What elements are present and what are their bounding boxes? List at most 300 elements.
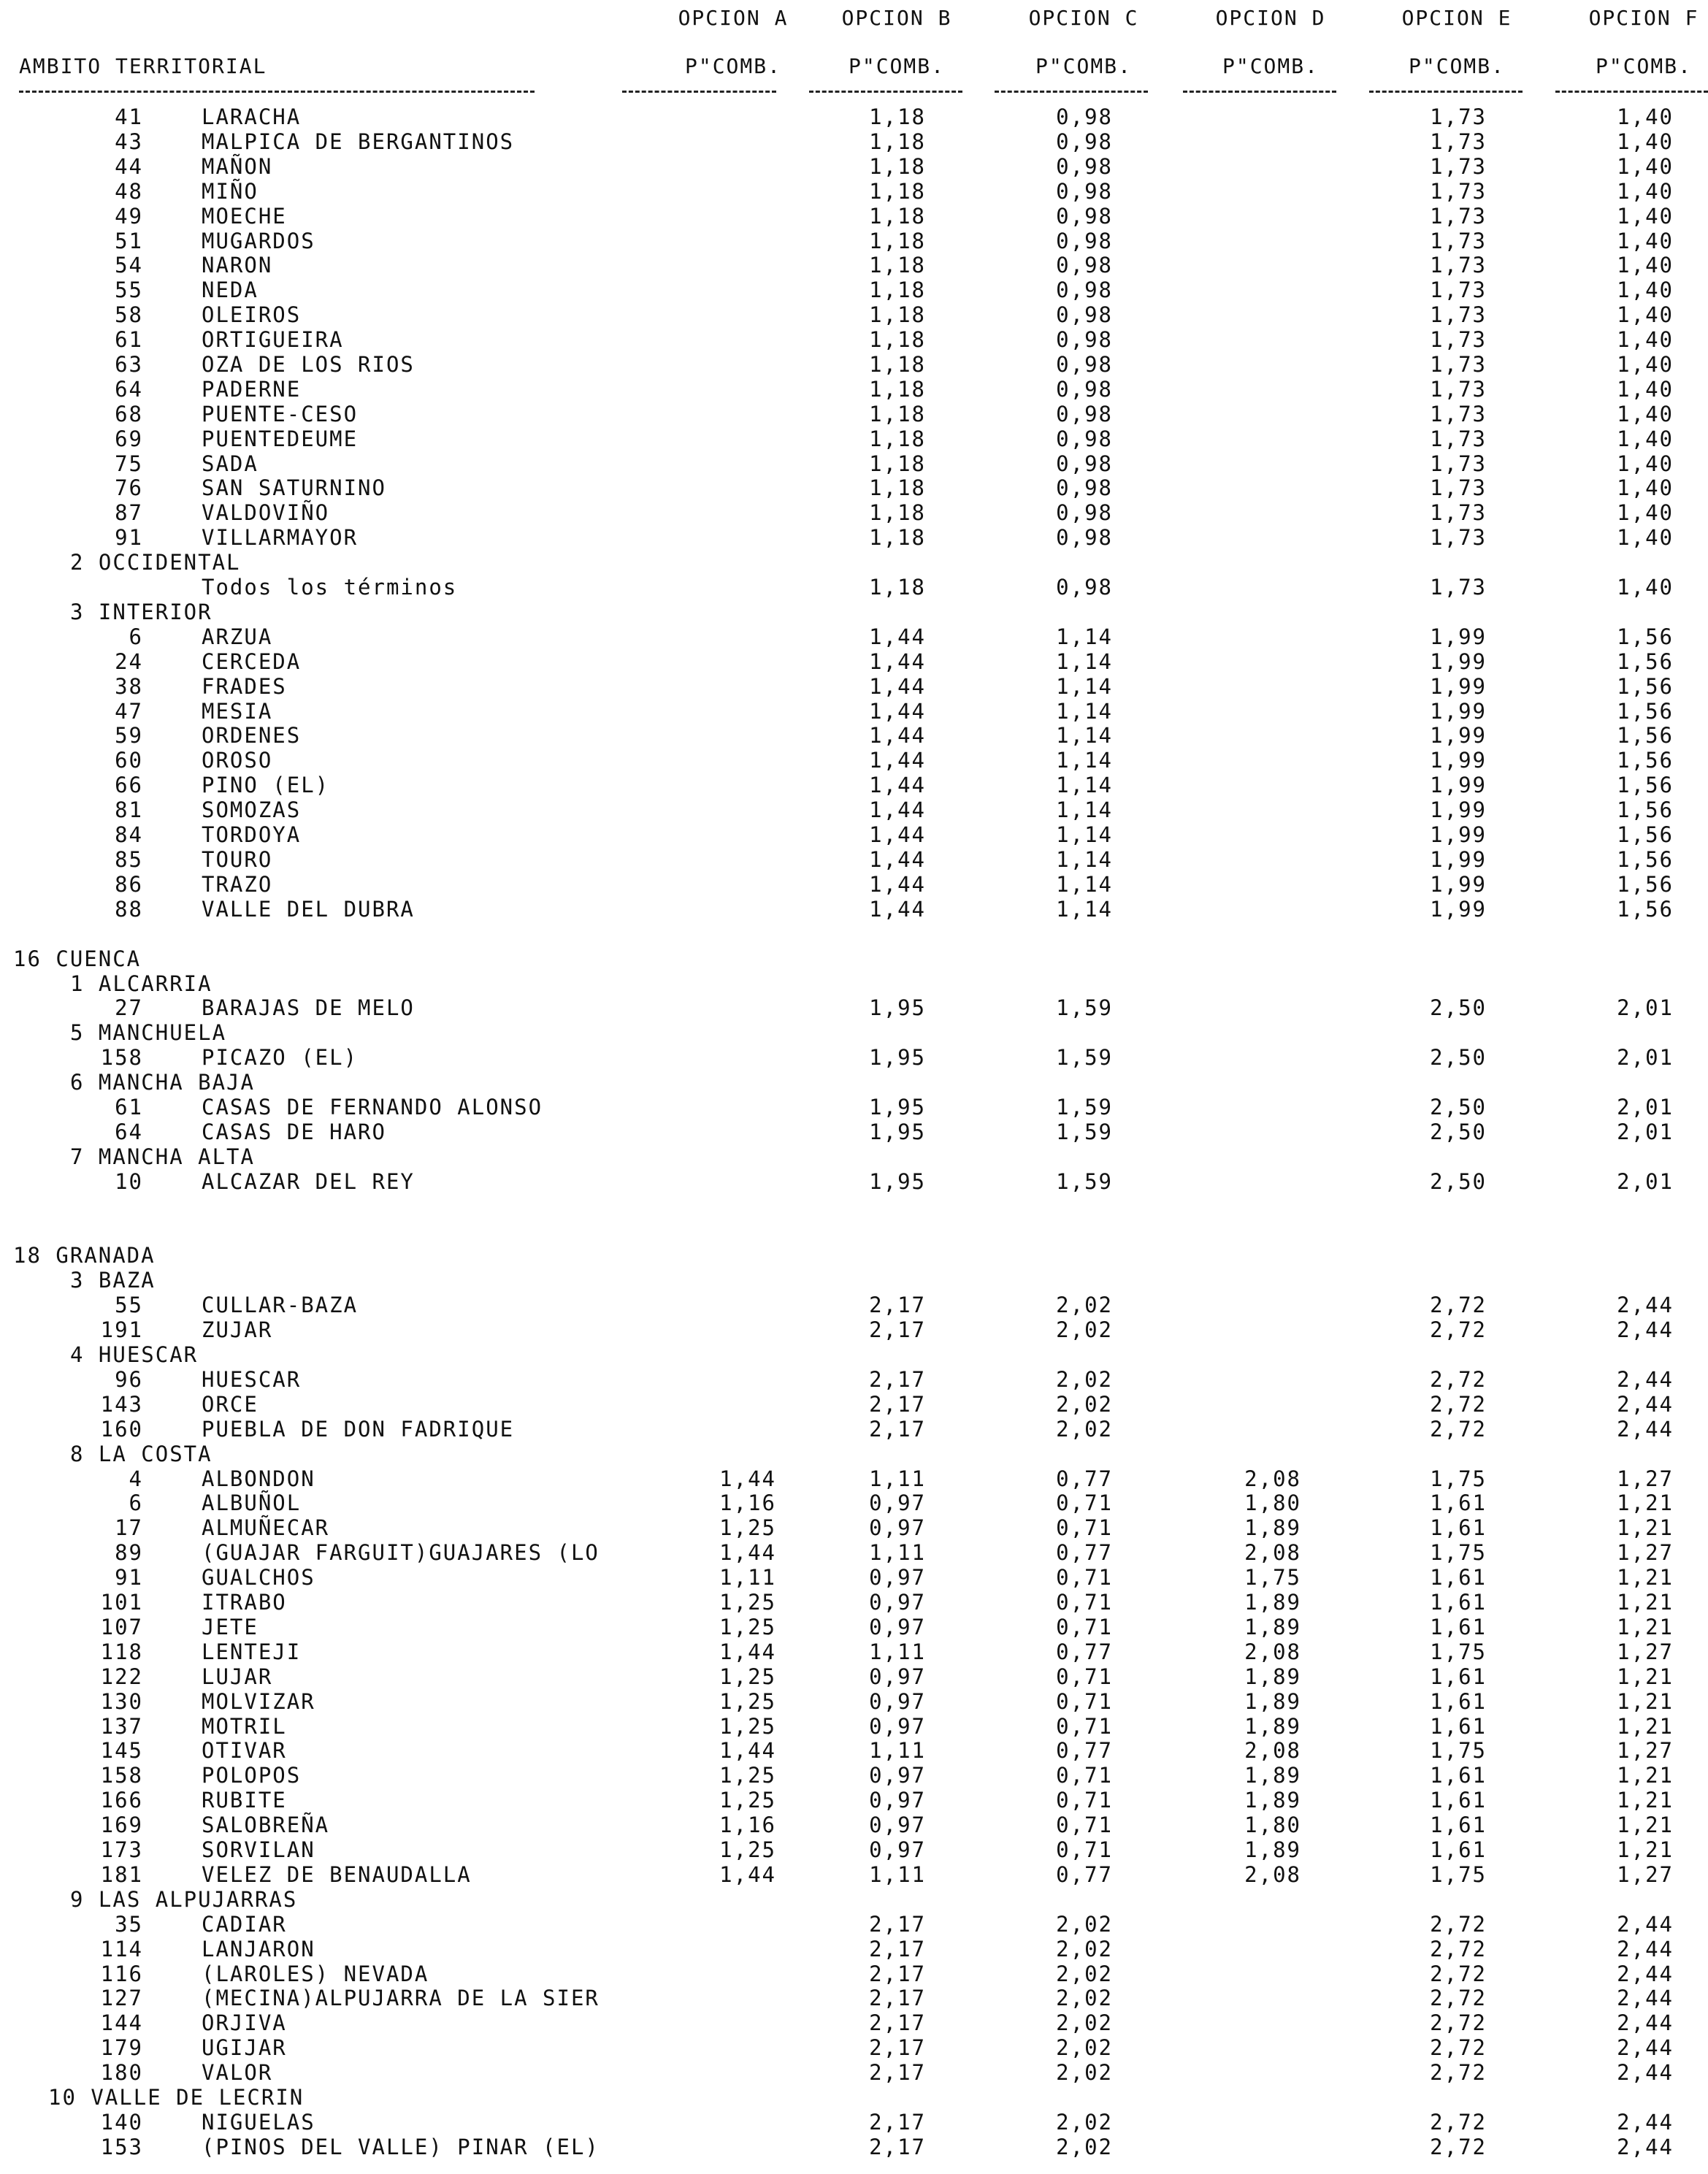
row-code: 114 bbox=[100, 1937, 143, 1961]
row-value: 1,56 bbox=[1617, 723, 1674, 748]
row-code: 88 bbox=[115, 897, 143, 922]
column-separator bbox=[995, 91, 1148, 93]
row-value: 1,27 bbox=[1617, 1862, 1674, 1887]
row-value: 0,98 bbox=[1056, 253, 1113, 278]
ambito-header: AMBITO TERRITORIAL bbox=[19, 54, 267, 78]
row-value: 2,50 bbox=[1430, 1119, 1487, 1144]
row-value: 1,18 bbox=[869, 302, 926, 327]
row-value: 0,71 bbox=[1056, 1837, 1113, 1862]
row-value: 0,98 bbox=[1056, 104, 1113, 129]
row-value: 1,40 bbox=[1617, 352, 1674, 377]
row-value: 2,44 bbox=[1617, 1367, 1674, 1392]
row-value: 2,02 bbox=[1056, 2010, 1113, 2035]
row-value: 1,61 bbox=[1430, 1565, 1487, 1590]
row-value: 1,25 bbox=[719, 1664, 776, 1689]
zone-heading: 6 MANCHA BAJA bbox=[70, 1070, 255, 1095]
row-value: 0,98 bbox=[1056, 377, 1113, 402]
row-name: NARON bbox=[202, 253, 273, 278]
row-value: 0,97 bbox=[869, 1565, 926, 1590]
row-name: PUEBLA DE DON FADRIQUE bbox=[202, 1417, 515, 1442]
row-value: 1,44 bbox=[869, 822, 926, 847]
row-code: 87 bbox=[115, 500, 143, 525]
row-value: 1,80 bbox=[1244, 1813, 1301, 1837]
row-value: 2,44 bbox=[1617, 2010, 1674, 2035]
row-value: 2,17 bbox=[869, 2035, 926, 2060]
row-value: 0,71 bbox=[1056, 1813, 1113, 1837]
row-code: 54 bbox=[115, 253, 143, 278]
row-value: 2,02 bbox=[1056, 2035, 1113, 2060]
row-value: 1,44 bbox=[719, 1639, 776, 1664]
row-value: 0,97 bbox=[869, 1763, 926, 1788]
row-value: 1,40 bbox=[1617, 402, 1674, 426]
row-value: 2,44 bbox=[1617, 1961, 1674, 1986]
row-value: 1,80 bbox=[1244, 1490, 1301, 1515]
row-value: 2,02 bbox=[1056, 1961, 1113, 1986]
row-name: ALBONDON bbox=[202, 1466, 315, 1491]
row-value: 0,77 bbox=[1056, 1639, 1113, 1664]
row-value: 0,98 bbox=[1056, 154, 1113, 179]
option-header: OPCION E bbox=[1401, 6, 1512, 30]
row-code: 76 bbox=[115, 475, 143, 500]
row-code: 96 bbox=[115, 1367, 143, 1392]
row-value: 1,40 bbox=[1617, 179, 1674, 204]
row-name: RUBITE bbox=[202, 1788, 287, 1813]
row-value: 2,17 bbox=[869, 2135, 926, 2159]
row-name: (MECINA)ALPUJARRA DE LA SIER bbox=[202, 1986, 600, 2010]
row-value: 1,40 bbox=[1617, 154, 1674, 179]
row-value: 0,97 bbox=[869, 1788, 926, 1813]
row-name: MALPICA DE BERGANTINOS bbox=[202, 129, 515, 154]
row-value: 1,25 bbox=[719, 1714, 776, 1739]
row-value: 1,95 bbox=[869, 1095, 926, 1119]
row-value: 1,44 bbox=[869, 674, 926, 699]
row-value: 1,40 bbox=[1617, 426, 1674, 451]
row-value: 0,98 bbox=[1056, 402, 1113, 426]
row-value: 0,98 bbox=[1056, 525, 1113, 550]
row-name: SORVILAN bbox=[202, 1837, 315, 1862]
row-code: 75 bbox=[115, 451, 143, 476]
row-value: 1,99 bbox=[1430, 649, 1487, 674]
row-value: 1,95 bbox=[869, 1119, 926, 1144]
row-code: 63 bbox=[115, 352, 143, 377]
row-name: MIÑO bbox=[202, 179, 259, 204]
row-name: SADA bbox=[202, 451, 259, 476]
row-value: 1,18 bbox=[869, 352, 926, 377]
row-value: 1,14 bbox=[1056, 822, 1113, 847]
row-name: MUGARDOS bbox=[202, 229, 315, 253]
option-subheader: P"COMB. bbox=[848, 54, 945, 78]
row-value: 1,95 bbox=[869, 1169, 926, 1194]
row-value: 2,50 bbox=[1430, 1095, 1487, 1119]
row-value: 1,40 bbox=[1617, 302, 1674, 327]
row-name: VALOR bbox=[202, 2060, 273, 2085]
row-value: 1,11 bbox=[869, 1862, 926, 1887]
row-value: 1,56 bbox=[1617, 797, 1674, 822]
row-value: 1,21 bbox=[1617, 1515, 1674, 1540]
row-name: HUESCAR bbox=[202, 1367, 302, 1392]
row-code: 47 bbox=[115, 699, 143, 724]
row-value: 1,18 bbox=[869, 475, 926, 500]
option-subheader: P"COMB. bbox=[684, 54, 781, 78]
row-name: UGIJAR bbox=[202, 2035, 287, 2060]
row-value: 1,61 bbox=[1430, 1837, 1487, 1862]
row-value: 2,72 bbox=[1430, 1392, 1487, 1417]
row-name: POLOPOS bbox=[202, 1763, 302, 1788]
row-code: 59 bbox=[115, 723, 143, 748]
row-name: GUALCHOS bbox=[202, 1565, 315, 1590]
row-value: 1,40 bbox=[1617, 575, 1674, 600]
row-value: 1,25 bbox=[719, 1837, 776, 1862]
row-value: 1,18 bbox=[869, 253, 926, 278]
row-value: 1,11 bbox=[869, 1738, 926, 1763]
row-value: 2,72 bbox=[1430, 2010, 1487, 2035]
row-value: 2,44 bbox=[1617, 1986, 1674, 2010]
row-value: 1,14 bbox=[1056, 649, 1113, 674]
row-value: 1,44 bbox=[719, 1738, 776, 1763]
row-value: 1,16 bbox=[719, 1490, 776, 1515]
option-header: OPCION D bbox=[1215, 6, 1326, 30]
row-name: PUENTE-CESO bbox=[202, 402, 359, 426]
row-value: 1,18 bbox=[869, 525, 926, 550]
row-value: 2,72 bbox=[1430, 1367, 1487, 1392]
row-code: 169 bbox=[100, 1813, 143, 1837]
row-name: MOTRIL bbox=[202, 1714, 287, 1739]
row-value: 1,44 bbox=[869, 897, 926, 922]
row-code: 181 bbox=[100, 1862, 143, 1887]
row-value: 2,08 bbox=[1244, 1639, 1301, 1664]
row-value: 1,59 bbox=[1056, 1119, 1113, 1144]
row-value: 0,71 bbox=[1056, 1615, 1113, 1639]
row-value: 0,98 bbox=[1056, 327, 1113, 352]
zone-heading: 5 MANCHUELA bbox=[70, 1020, 227, 1045]
row-value: 1,40 bbox=[1617, 327, 1674, 352]
row-code: 10 bbox=[115, 1169, 143, 1194]
zone-heading: 9 LAS ALPUJARRAS bbox=[70, 1887, 298, 1912]
row-value: 1,73 bbox=[1430, 302, 1487, 327]
row-name: BARAJAS DE MELO bbox=[202, 995, 415, 1020]
row-value: 0,77 bbox=[1056, 1466, 1113, 1491]
row-code: 137 bbox=[100, 1714, 143, 1739]
row-value: 1,40 bbox=[1617, 253, 1674, 278]
row-code: 153 bbox=[100, 2135, 143, 2159]
row-value: 1,44 bbox=[719, 1862, 776, 1887]
row-value: 1,73 bbox=[1430, 154, 1487, 179]
row-value: 1,89 bbox=[1244, 1689, 1301, 1714]
row-value: 1,73 bbox=[1430, 426, 1487, 451]
row-value: 1,40 bbox=[1617, 475, 1674, 500]
row-name: ORDENES bbox=[202, 723, 302, 748]
row-name: MOLVIZAR bbox=[202, 1689, 315, 1714]
row-value: 2,50 bbox=[1430, 1169, 1487, 1194]
row-value: 1,25 bbox=[719, 1788, 776, 1813]
row-name: VALLE DEL DUBRA bbox=[202, 897, 415, 922]
row-name: PUENTEDEUME bbox=[202, 426, 359, 451]
row-code: 35 bbox=[115, 1912, 143, 1937]
row-value: 1,25 bbox=[719, 1689, 776, 1714]
row-name: MAÑON bbox=[202, 154, 273, 179]
row-value: 1,18 bbox=[869, 154, 926, 179]
row-value: 2,02 bbox=[1056, 1293, 1113, 1317]
row-value: 0,97 bbox=[869, 1813, 926, 1837]
row-code: 69 bbox=[115, 426, 143, 451]
row-name: OLEIROS bbox=[202, 302, 302, 327]
row-value: 2,08 bbox=[1244, 1466, 1301, 1491]
row-value: 1,40 bbox=[1617, 278, 1674, 302]
row-code: 160 bbox=[100, 1417, 143, 1442]
row-value: 0,77 bbox=[1056, 1540, 1113, 1565]
row-value: 2,17 bbox=[869, 1961, 926, 1986]
row-value: 1,73 bbox=[1430, 327, 1487, 352]
row-value: 1,75 bbox=[1430, 1862, 1487, 1887]
row-code: 58 bbox=[115, 302, 143, 327]
row-code: 127 bbox=[100, 1986, 143, 2010]
row-code: 4 bbox=[129, 1466, 143, 1491]
row-value: 1,61 bbox=[1430, 1788, 1487, 1813]
row-value: 1,56 bbox=[1617, 624, 1674, 649]
option-subheader: P"COMB. bbox=[1222, 54, 1319, 78]
option-header: OPCION F bbox=[1588, 6, 1699, 30]
row-value: 0,98 bbox=[1056, 575, 1113, 600]
row-name: ZUJAR bbox=[202, 1317, 273, 1342]
row-value: 1,56 bbox=[1617, 897, 1674, 922]
row-value: 2,17 bbox=[869, 2110, 926, 2135]
row-name: PADERNE bbox=[202, 377, 302, 402]
row-value: 2,17 bbox=[869, 1293, 926, 1317]
row-value: 1,56 bbox=[1617, 649, 1674, 674]
row-value: 1,25 bbox=[719, 1515, 776, 1540]
row-value: 1,44 bbox=[869, 624, 926, 649]
row-code: 48 bbox=[115, 179, 143, 204]
row-value: 2,01 bbox=[1617, 1169, 1674, 1194]
row-name: ALBUÑOL bbox=[202, 1490, 302, 1515]
row-value: 1,75 bbox=[1430, 1540, 1487, 1565]
row-name: VELEZ DE BENAUDALLA bbox=[202, 1862, 472, 1887]
row-value: 0,71 bbox=[1056, 1590, 1113, 1615]
province-heading: 16 CUENCA bbox=[13, 946, 142, 971]
row-value: 2,17 bbox=[869, 1912, 926, 1937]
row-code: 60 bbox=[115, 748, 143, 773]
row-code: 143 bbox=[100, 1392, 143, 1417]
row-value: 1,61 bbox=[1430, 1813, 1487, 1837]
row-code: 91 bbox=[115, 525, 143, 550]
row-value: 1,44 bbox=[869, 847, 926, 872]
row-value: 2,02 bbox=[1056, 1317, 1113, 1342]
row-value: 1,73 bbox=[1430, 278, 1487, 302]
row-value: 1,73 bbox=[1430, 253, 1487, 278]
row-value: 1,89 bbox=[1244, 1788, 1301, 1813]
row-name: Todos los términos bbox=[202, 575, 458, 600]
row-name: ORTIGUEIRA bbox=[202, 327, 344, 352]
row-code: 61 bbox=[115, 1095, 143, 1119]
row-value: 0,97 bbox=[869, 1590, 926, 1615]
column-separator bbox=[1555, 91, 1708, 93]
row-value: 2,72 bbox=[1430, 1293, 1487, 1317]
row-value: 2,72 bbox=[1430, 1986, 1487, 2010]
row-code: 44 bbox=[115, 154, 143, 179]
row-value: 1,25 bbox=[719, 1590, 776, 1615]
row-value: 2,01 bbox=[1617, 1095, 1674, 1119]
row-name: ALMUÑECAR bbox=[202, 1515, 330, 1540]
row-value: 1,99 bbox=[1430, 699, 1487, 724]
row-value: 1,99 bbox=[1430, 872, 1487, 897]
row-value: 1,89 bbox=[1244, 1763, 1301, 1788]
row-value: 2,02 bbox=[1056, 1417, 1113, 1442]
row-value: 1,14 bbox=[1056, 674, 1113, 699]
row-value: 2,08 bbox=[1244, 1738, 1301, 1763]
row-name: PINO (EL) bbox=[202, 773, 330, 797]
option-subheader: P"COMB. bbox=[1408, 54, 1505, 78]
row-value: 1,18 bbox=[869, 575, 926, 600]
row-name: CASAS DE FERNANDO ALONSO bbox=[202, 1095, 543, 1119]
row-value: 2,72 bbox=[1430, 1317, 1487, 1342]
row-value: 1,18 bbox=[869, 402, 926, 426]
row-value: 2,72 bbox=[1430, 1937, 1487, 1961]
row-value: 1,18 bbox=[869, 426, 926, 451]
row-code: 118 bbox=[100, 1639, 143, 1664]
row-value: 1,99 bbox=[1430, 897, 1487, 922]
row-value: 1,59 bbox=[1056, 995, 1113, 1020]
row-value: 1,44 bbox=[869, 723, 926, 748]
row-value: 2,17 bbox=[869, 1417, 926, 1442]
row-value: 1,14 bbox=[1056, 773, 1113, 797]
row-code: 89 bbox=[115, 1540, 143, 1565]
row-name: OROSO bbox=[202, 748, 273, 773]
row-value: 0,71 bbox=[1056, 1490, 1113, 1515]
row-value: 1,75 bbox=[1430, 1466, 1487, 1491]
row-value: 0,71 bbox=[1056, 1664, 1113, 1689]
row-value: 1,61 bbox=[1430, 1590, 1487, 1615]
row-value: 2,50 bbox=[1430, 1045, 1487, 1070]
row-value: 1,61 bbox=[1430, 1714, 1487, 1739]
row-value: 1,89 bbox=[1244, 1615, 1301, 1639]
row-name: VILLARMAYOR bbox=[202, 525, 359, 550]
row-name: TORDOYA bbox=[202, 822, 302, 847]
row-value: 0,97 bbox=[869, 1664, 926, 1689]
row-value: 2,44 bbox=[1617, 1293, 1674, 1317]
row-value: 1,44 bbox=[719, 1466, 776, 1491]
row-name: LUJAR bbox=[202, 1664, 273, 1689]
option-subheader: P"COMB. bbox=[1595, 54, 1692, 78]
row-value: 0,98 bbox=[1056, 229, 1113, 253]
row-value: 1,99 bbox=[1430, 822, 1487, 847]
row-name: CULLAR-BAZA bbox=[202, 1293, 359, 1317]
row-value: 0,98 bbox=[1056, 500, 1113, 525]
row-value: 1,14 bbox=[1056, 748, 1113, 773]
row-value: 1,59 bbox=[1056, 1169, 1113, 1194]
row-value: 2,44 bbox=[1617, 2060, 1674, 2085]
row-value: 1,40 bbox=[1617, 204, 1674, 229]
row-value: 1,21 bbox=[1617, 1837, 1674, 1862]
row-value: 0,97 bbox=[869, 1490, 926, 1515]
row-value: 1,11 bbox=[869, 1639, 926, 1664]
row-code: 91 bbox=[115, 1565, 143, 1590]
row-value: 1,40 bbox=[1617, 229, 1674, 253]
row-value: 1,44 bbox=[719, 1540, 776, 1565]
row-name: OZA DE LOS RIOS bbox=[202, 352, 415, 377]
row-code: 38 bbox=[115, 674, 143, 699]
header-separator bbox=[19, 91, 535, 93]
row-value: 1,21 bbox=[1617, 1664, 1674, 1689]
row-code: 144 bbox=[100, 2010, 143, 2035]
row-value: 2,02 bbox=[1056, 2135, 1113, 2159]
row-value: 1,59 bbox=[1056, 1095, 1113, 1119]
row-value: 1,44 bbox=[869, 748, 926, 773]
row-name: MESIA bbox=[202, 699, 273, 724]
row-code: 43 bbox=[115, 129, 143, 154]
row-value: 1,44 bbox=[869, 872, 926, 897]
row-value: 1,21 bbox=[1617, 1565, 1674, 1590]
row-code: 81 bbox=[115, 797, 143, 822]
row-name: ITRABO bbox=[202, 1590, 287, 1615]
row-value: 0,98 bbox=[1056, 451, 1113, 476]
column-separator bbox=[809, 91, 962, 93]
row-code: 158 bbox=[100, 1045, 143, 1070]
row-value: 0,97 bbox=[869, 1837, 926, 1862]
row-value: 2,02 bbox=[1056, 2060, 1113, 2085]
row-name: TOURO bbox=[202, 847, 273, 872]
row-code: 101 bbox=[100, 1590, 143, 1615]
row-value: 2,01 bbox=[1617, 1045, 1674, 1070]
row-code: 86 bbox=[115, 872, 143, 897]
row-code: 64 bbox=[115, 377, 143, 402]
option-header: OPCION C bbox=[1028, 6, 1139, 30]
row-value: 1,99 bbox=[1430, 624, 1487, 649]
row-code: 61 bbox=[115, 327, 143, 352]
row-value: 1,61 bbox=[1430, 1664, 1487, 1689]
row-value: 2,17 bbox=[869, 1986, 926, 2010]
row-value: 1,56 bbox=[1617, 748, 1674, 773]
row-value: 1,75 bbox=[1430, 1639, 1487, 1664]
row-code: 145 bbox=[100, 1738, 143, 1763]
row-value: 2,02 bbox=[1056, 1937, 1113, 1961]
row-value: 0,71 bbox=[1056, 1689, 1113, 1714]
row-value: 1,40 bbox=[1617, 451, 1674, 476]
row-value: 1,56 bbox=[1617, 674, 1674, 699]
row-value: 1,89 bbox=[1244, 1664, 1301, 1689]
row-value: 2,72 bbox=[1430, 1912, 1487, 1937]
row-name: NEDA bbox=[202, 278, 259, 302]
zone-heading: 7 MANCHA ALTA bbox=[70, 1144, 255, 1169]
row-value: 1,99 bbox=[1430, 723, 1487, 748]
row-value: 1,11 bbox=[869, 1540, 926, 1565]
row-code: 55 bbox=[115, 278, 143, 302]
row-value: 2,17 bbox=[869, 2060, 926, 2085]
row-value: 1,14 bbox=[1056, 847, 1113, 872]
row-value: 0,71 bbox=[1056, 1788, 1113, 1813]
row-value: 1,21 bbox=[1617, 1615, 1674, 1639]
row-name: VALDOVIÑO bbox=[202, 500, 330, 525]
row-name: ARZUA bbox=[202, 624, 273, 649]
row-value: 1,44 bbox=[869, 773, 926, 797]
row-value: 1,40 bbox=[1617, 525, 1674, 550]
zone-heading: 8 LA COSTA bbox=[70, 1442, 212, 1466]
row-value: 0,98 bbox=[1056, 352, 1113, 377]
zone-heading: 1 ALCARRIA bbox=[70, 971, 212, 996]
row-value: 1,73 bbox=[1430, 179, 1487, 204]
row-value: 1,56 bbox=[1617, 847, 1674, 872]
row-value: 1,18 bbox=[869, 229, 926, 253]
row-code: 51 bbox=[115, 229, 143, 253]
row-value: 0,71 bbox=[1056, 1763, 1113, 1788]
row-name: TRAZO bbox=[202, 872, 273, 897]
row-value: 2,17 bbox=[869, 2010, 926, 2035]
row-code: 107 bbox=[100, 1615, 143, 1639]
row-value: 0,97 bbox=[869, 1714, 926, 1739]
row-value: 0,71 bbox=[1056, 1515, 1113, 1540]
row-value: 1,99 bbox=[1430, 773, 1487, 797]
row-value: 2,72 bbox=[1430, 2035, 1487, 2060]
row-value: 1,89 bbox=[1244, 1515, 1301, 1540]
